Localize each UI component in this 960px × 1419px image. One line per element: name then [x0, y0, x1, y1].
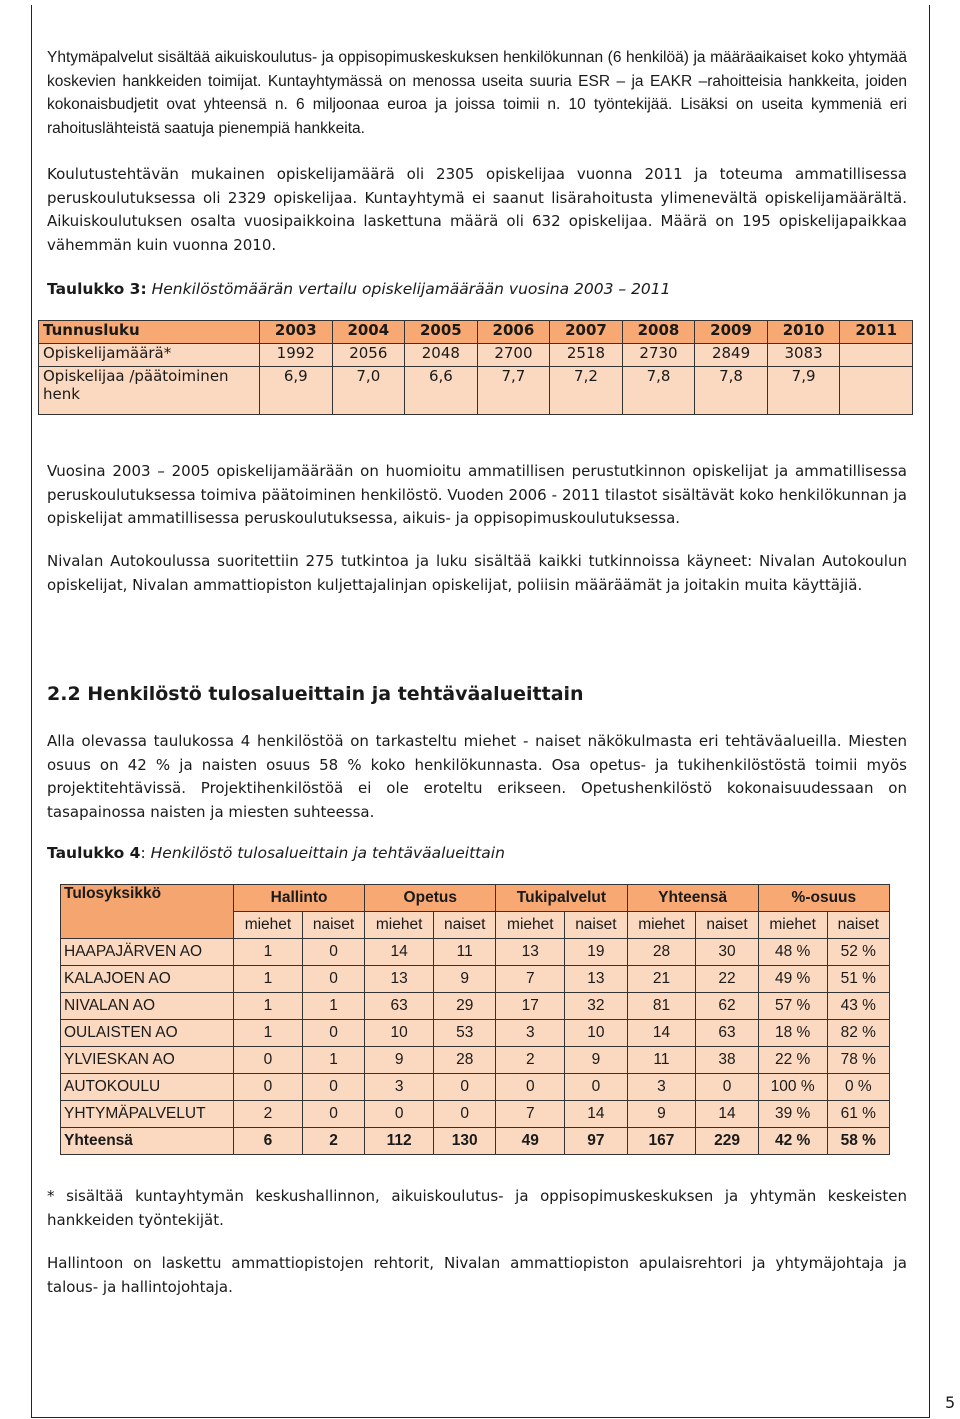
table4-cell: NIVALAN AO: [61, 993, 234, 1020]
table4-cell: 78 %: [827, 1047, 889, 1074]
table4-cell: YLVIESKAN AO: [61, 1047, 234, 1074]
table3-cell: 6,6: [405, 367, 478, 415]
table4-cell: 29: [434, 993, 496, 1020]
table4-cell: 1: [302, 1047, 364, 1074]
table4-cell: 63: [696, 1020, 758, 1047]
paragraph-opiskelijamaara: Koulutustehtävän mukainen opiskelijamäärä oli 2305 opiskelijaa vuonna 2011 ja toteuma ammatillisessa peruskoulutuksessa oli 2329 opiskelijaa. Kuntayhtymä ei saanut lisärahoitusta ylimenevältä opiskelijamäärältä. Aikuiskoulutuksen osalta vuosipaikkoina laskettuna määrä oli 632 opiskelijaa. Määrä on 195 opiskelijapaikkaa vähemmän kuin vuonna 2010.: [47, 165, 907, 254]
table4-subheader: miehet: [234, 912, 303, 939]
table3-cell: 1992: [260, 344, 333, 367]
table4-subheader: naiset: [434, 912, 496, 939]
table4-cell: 49 %: [758, 966, 827, 993]
table4-cell: 10: [565, 1020, 627, 1047]
table4-cell: 13: [496, 939, 565, 966]
table4-subheader: miehet: [627, 912, 696, 939]
paragraph-autokoulu: Nivalan Autokoulussa suoritettiin 275 tutkintoa ja luku sisältää kaikki tutkinnoissa käyneet: Nivalan Autokoulun opiskelijat, Nivalan ammattiopiston kuljettajalinjan opiskelijat, poliisin määräämät ja joitakin muita käyttäjiä.: [47, 552, 907, 594]
table4-total-cell: 229: [696, 1128, 758, 1155]
table-row: [39, 344, 913, 367]
table4-corner: Tulosyksikkö: [61, 885, 234, 939]
table4-cell: 11: [434, 939, 496, 966]
table4-total-cell: 42 %: [758, 1128, 827, 1155]
table4-cell: 14: [696, 1101, 758, 1128]
table4-cell: 39 %: [758, 1101, 827, 1128]
table4-cell: 53: [434, 1020, 496, 1047]
table4-cell: 57 %: [758, 993, 827, 1020]
paragraph-henkilosto: Alla olevassa taulukossa 4 henkilöstöä on tarkasteltu miehet - naiset näkökulmasta eri tehtäväalueilla. Miesten osuus on 42 % ja naisten osuus 58 % koko henkilökunnasta. Osa opetus- ja tukihenkilöstöstä toimii myös projektitehtävissä. Projektihenkilöstöä ei ole eroteltu erikseen. Opetushenkilöstö kokonaisuudessaan on tasapainossa naisten ja miesten suhteessa.: [47, 732, 907, 821]
table3-cell: 7,8: [622, 367, 695, 415]
table3-cell: 7,8: [695, 367, 768, 415]
table4-cell: 0: [365, 1101, 434, 1128]
table4-total-cell: 167: [627, 1128, 696, 1155]
table4-subheader: miehet: [758, 912, 827, 939]
table4-cell: YHTYMÄPALVELUT: [61, 1101, 234, 1128]
table4-total-cell: 130: [434, 1128, 496, 1155]
table4-cell: 13: [565, 966, 627, 993]
paragraph-yhtymapalvelut: Yhtymäpalvelut sisältää aikuiskoulutus- ja oppisopimuskeskuksen henkilökunnan (6 henkilöä) ja määräaikaiset koko yhtymää koskevien hankkeiden toimijat. Kuntayhtymässä on menossa useita suuria ESR – ja EAKR –rahoitteisia hankkeita, joiden kokonaisbudjetit ovat yhteensä n. 6 miljoonaa euroa ja joissa toimii n. 10 työntekijää. Lisäksi on useita kymmeniä eri rahoituslähteistä saatuja pienempiä hankkeita.: [47, 49, 907, 137]
table4-cell: 63: [365, 993, 434, 1020]
table3-cell: 2730: [622, 344, 695, 367]
table4-cell: 38: [696, 1047, 758, 1074]
table4-cell: 52 %: [827, 939, 889, 966]
table4-caption-label: Taulukko 4: [47, 844, 141, 862]
table4-cell: 3: [365, 1074, 434, 1101]
table4-cell: 0: [434, 1101, 496, 1128]
table4-cell: 48 %: [758, 939, 827, 966]
table4-cell: 1: [234, 1020, 303, 1047]
table4-cell: 0 %: [827, 1074, 889, 1101]
table3-cell: 7,9: [767, 367, 840, 415]
table4-subheader: miehet: [365, 912, 434, 939]
table4-cell: 28: [434, 1047, 496, 1074]
table3-header-cell: 2007: [550, 321, 623, 344]
table4-cell: 21: [627, 966, 696, 993]
table3-cell: 6,9: [260, 367, 333, 415]
paragraph-vuosina: Vuosina 2003 – 2005 opiskelijamäärään on huomioitu ammatillisen perustutkinnon opiskelijat ja ammatillisessa peruskoulutuksessa toimiva päätoiminen henkilöstö. Vuoden 2006 - 2011 tilastot sisältävät koko henkilökunnan ja opiskelijat ammatillisessa peruskoulutuksessa, aikuis- ja oppisopimuskoulutuksessa.: [47, 462, 907, 527]
table3-header-cell: 2009: [695, 321, 768, 344]
table4-cell: 18 %: [758, 1020, 827, 1047]
table4-cell: 61 %: [827, 1101, 889, 1128]
table4-cell: 1: [234, 966, 303, 993]
table3-cell: 7,7: [477, 367, 550, 415]
table4-total-cell: 2: [302, 1128, 364, 1155]
table-row: [39, 367, 913, 415]
table4-cell: OULAISTEN AO: [61, 1020, 234, 1047]
table3-header-cell: 2010: [767, 321, 840, 344]
table3-header-row: [39, 321, 913, 344]
table4-cell: 0: [434, 1074, 496, 1101]
table3-header-cell: 2011: [840, 321, 913, 344]
table4-cell: 100 %: [758, 1074, 827, 1101]
table3-header-cell: 2006: [477, 321, 550, 344]
table4-cell: 28: [627, 939, 696, 966]
table3-cell: 2056: [332, 344, 405, 367]
table4-cell: 62: [696, 993, 758, 1020]
table4-total-row: [61, 1128, 890, 1155]
table3-header-cell: 2005: [405, 321, 478, 344]
table4-total-cell: 6: [234, 1128, 303, 1155]
table4-total-cell: 97: [565, 1128, 627, 1155]
table4-cell: 14: [627, 1020, 696, 1047]
table4-cell: 32: [565, 993, 627, 1020]
table4-cell: 1: [234, 993, 303, 1020]
table3-cell: 2048: [405, 344, 478, 367]
table4-cell: 2: [234, 1101, 303, 1128]
table4-cell: KALAJOEN AO: [61, 966, 234, 993]
table4-subheader: naiset: [302, 912, 364, 939]
table-tulosalueittain: [60, 884, 890, 1155]
table4-group-header: Tukipalvelut: [496, 885, 627, 912]
table3-header-cell: 2004: [332, 321, 405, 344]
table4-total-cell: 112: [365, 1128, 434, 1155]
table4-cell: 3: [627, 1074, 696, 1101]
table4-total-cell: Yhteensä: [61, 1128, 234, 1155]
table4-cell: 0: [696, 1074, 758, 1101]
table4-cell: 13: [365, 966, 434, 993]
table4-cell: 30: [696, 939, 758, 966]
table4-cell: 0: [234, 1047, 303, 1074]
table3-cell: [840, 344, 913, 367]
table4-cell: 14: [565, 1101, 627, 1128]
table4-cell: 11: [627, 1047, 696, 1074]
table4-cell: 9: [565, 1047, 627, 1074]
table4-group-header: Opetus: [365, 885, 496, 912]
table4-cell: 0: [565, 1074, 627, 1101]
table-row: [61, 1074, 890, 1101]
table4-body: [61, 939, 890, 1128]
table4-group-row: [61, 885, 890, 912]
table4-cell: 0: [302, 966, 364, 993]
table3-cell: Opiskelijamäärä*: [39, 344, 260, 367]
table4-group-header: Hallinto: [234, 885, 365, 912]
table4-subheader: naiset: [827, 912, 889, 939]
table-row: [61, 939, 890, 966]
table3-cell: 2700: [477, 344, 550, 367]
table-row: [61, 1047, 890, 1074]
section-heading: 2.2 Henkilöstö tulosalueittain ja tehtäväalueittain: [47, 683, 584, 705]
table3-caption-text: Henkilöstömäärän vertailu opiskelijamäärään vuosina 2003 – 2011: [151, 280, 671, 298]
table4-cell: AUTOKOULU: [61, 1074, 234, 1101]
table3-header-cell: Tunnusluku: [39, 321, 260, 344]
table4-caption-sep: :: [140, 844, 146, 862]
table-row: [61, 1101, 890, 1128]
table-henkilostomaara: [38, 320, 913, 415]
paragraph-footnote: * sisältää kuntayhtymän keskushallinnon, aikuiskoulutus- ja oppisopimuskeskuksen ja yhtymän keskeisten hankkeiden työntekijät.: [47, 1187, 907, 1229]
table4-cell: 9: [434, 966, 496, 993]
table4-cell: 1: [234, 939, 303, 966]
table4-cell: 14: [365, 939, 434, 966]
table4-cell: 0: [302, 939, 364, 966]
table4-subheader: miehet: [496, 912, 565, 939]
table3-cell: Opiskelijaa /päätoiminen henk: [39, 367, 260, 415]
table3-cell: [840, 367, 913, 415]
table4-cell: 17: [496, 993, 565, 1020]
table3-header-cell: 2003: [260, 321, 333, 344]
table3-cell: 7,0: [332, 367, 405, 415]
table4-cell: 7: [496, 966, 565, 993]
table4-cell: 19: [565, 939, 627, 966]
table4-subheader: naiset: [565, 912, 627, 939]
table4-cell: 7: [496, 1101, 565, 1128]
table4-cell: 81: [627, 993, 696, 1020]
table3-caption-label: Taulukko 3:: [47, 280, 147, 298]
table4-cell: 51 %: [827, 966, 889, 993]
table4-total-cell: 58 %: [827, 1128, 889, 1155]
table4-cell: 3: [496, 1020, 565, 1047]
table4-cell: 9: [627, 1101, 696, 1128]
table4-cell: 2: [496, 1047, 565, 1074]
table4-caption-text: Henkilöstö tulosalueittain ja tehtäväalueittain: [150, 844, 505, 862]
table3-header-cell: 2008: [622, 321, 695, 344]
table4-cell: 0: [234, 1074, 303, 1101]
table4-cell: HAAPAJÄRVEN AO: [61, 939, 234, 966]
table-row: [61, 966, 890, 993]
table4-cell: 43 %: [827, 993, 889, 1020]
table-row: [61, 1020, 890, 1047]
table3-cell: 7,2: [550, 367, 623, 415]
table4-cell: 0: [496, 1074, 565, 1101]
table4-group-header: Yhteensä: [627, 885, 758, 912]
table3-cell: 2849: [695, 344, 768, 367]
table4-cell: 22: [696, 966, 758, 993]
table4-cell: 0: [302, 1101, 364, 1128]
page-number: 5: [945, 1393, 956, 1412]
table4-caption: [47, 844, 505, 862]
table4-cell: 10: [365, 1020, 434, 1047]
table-row: [61, 993, 890, 1020]
table4-group-header: %-osuus: [758, 885, 889, 912]
table4-cell: 0: [302, 1020, 364, 1047]
table4-subheader: naiset: [696, 912, 758, 939]
table4-total-cell: 49: [496, 1128, 565, 1155]
table4-cell: 1: [302, 993, 364, 1020]
table3-caption: [47, 280, 671, 298]
table3-cell: 2518: [550, 344, 623, 367]
table4-cell: 9: [365, 1047, 434, 1074]
table4-cell: 22 %: [758, 1047, 827, 1074]
table4-cell: 82 %: [827, 1020, 889, 1047]
paragraph-hallinto: Hallintoon on laskettu ammattiopistojen rehtorit, Nivalan ammattiopiston apulaisrehtori ja yhtymäjohtaja ja talous- ja hallintojohtaja.: [47, 1254, 907, 1296]
table4-cell: 0: [302, 1074, 364, 1101]
table3-cell: 3083: [767, 344, 840, 367]
